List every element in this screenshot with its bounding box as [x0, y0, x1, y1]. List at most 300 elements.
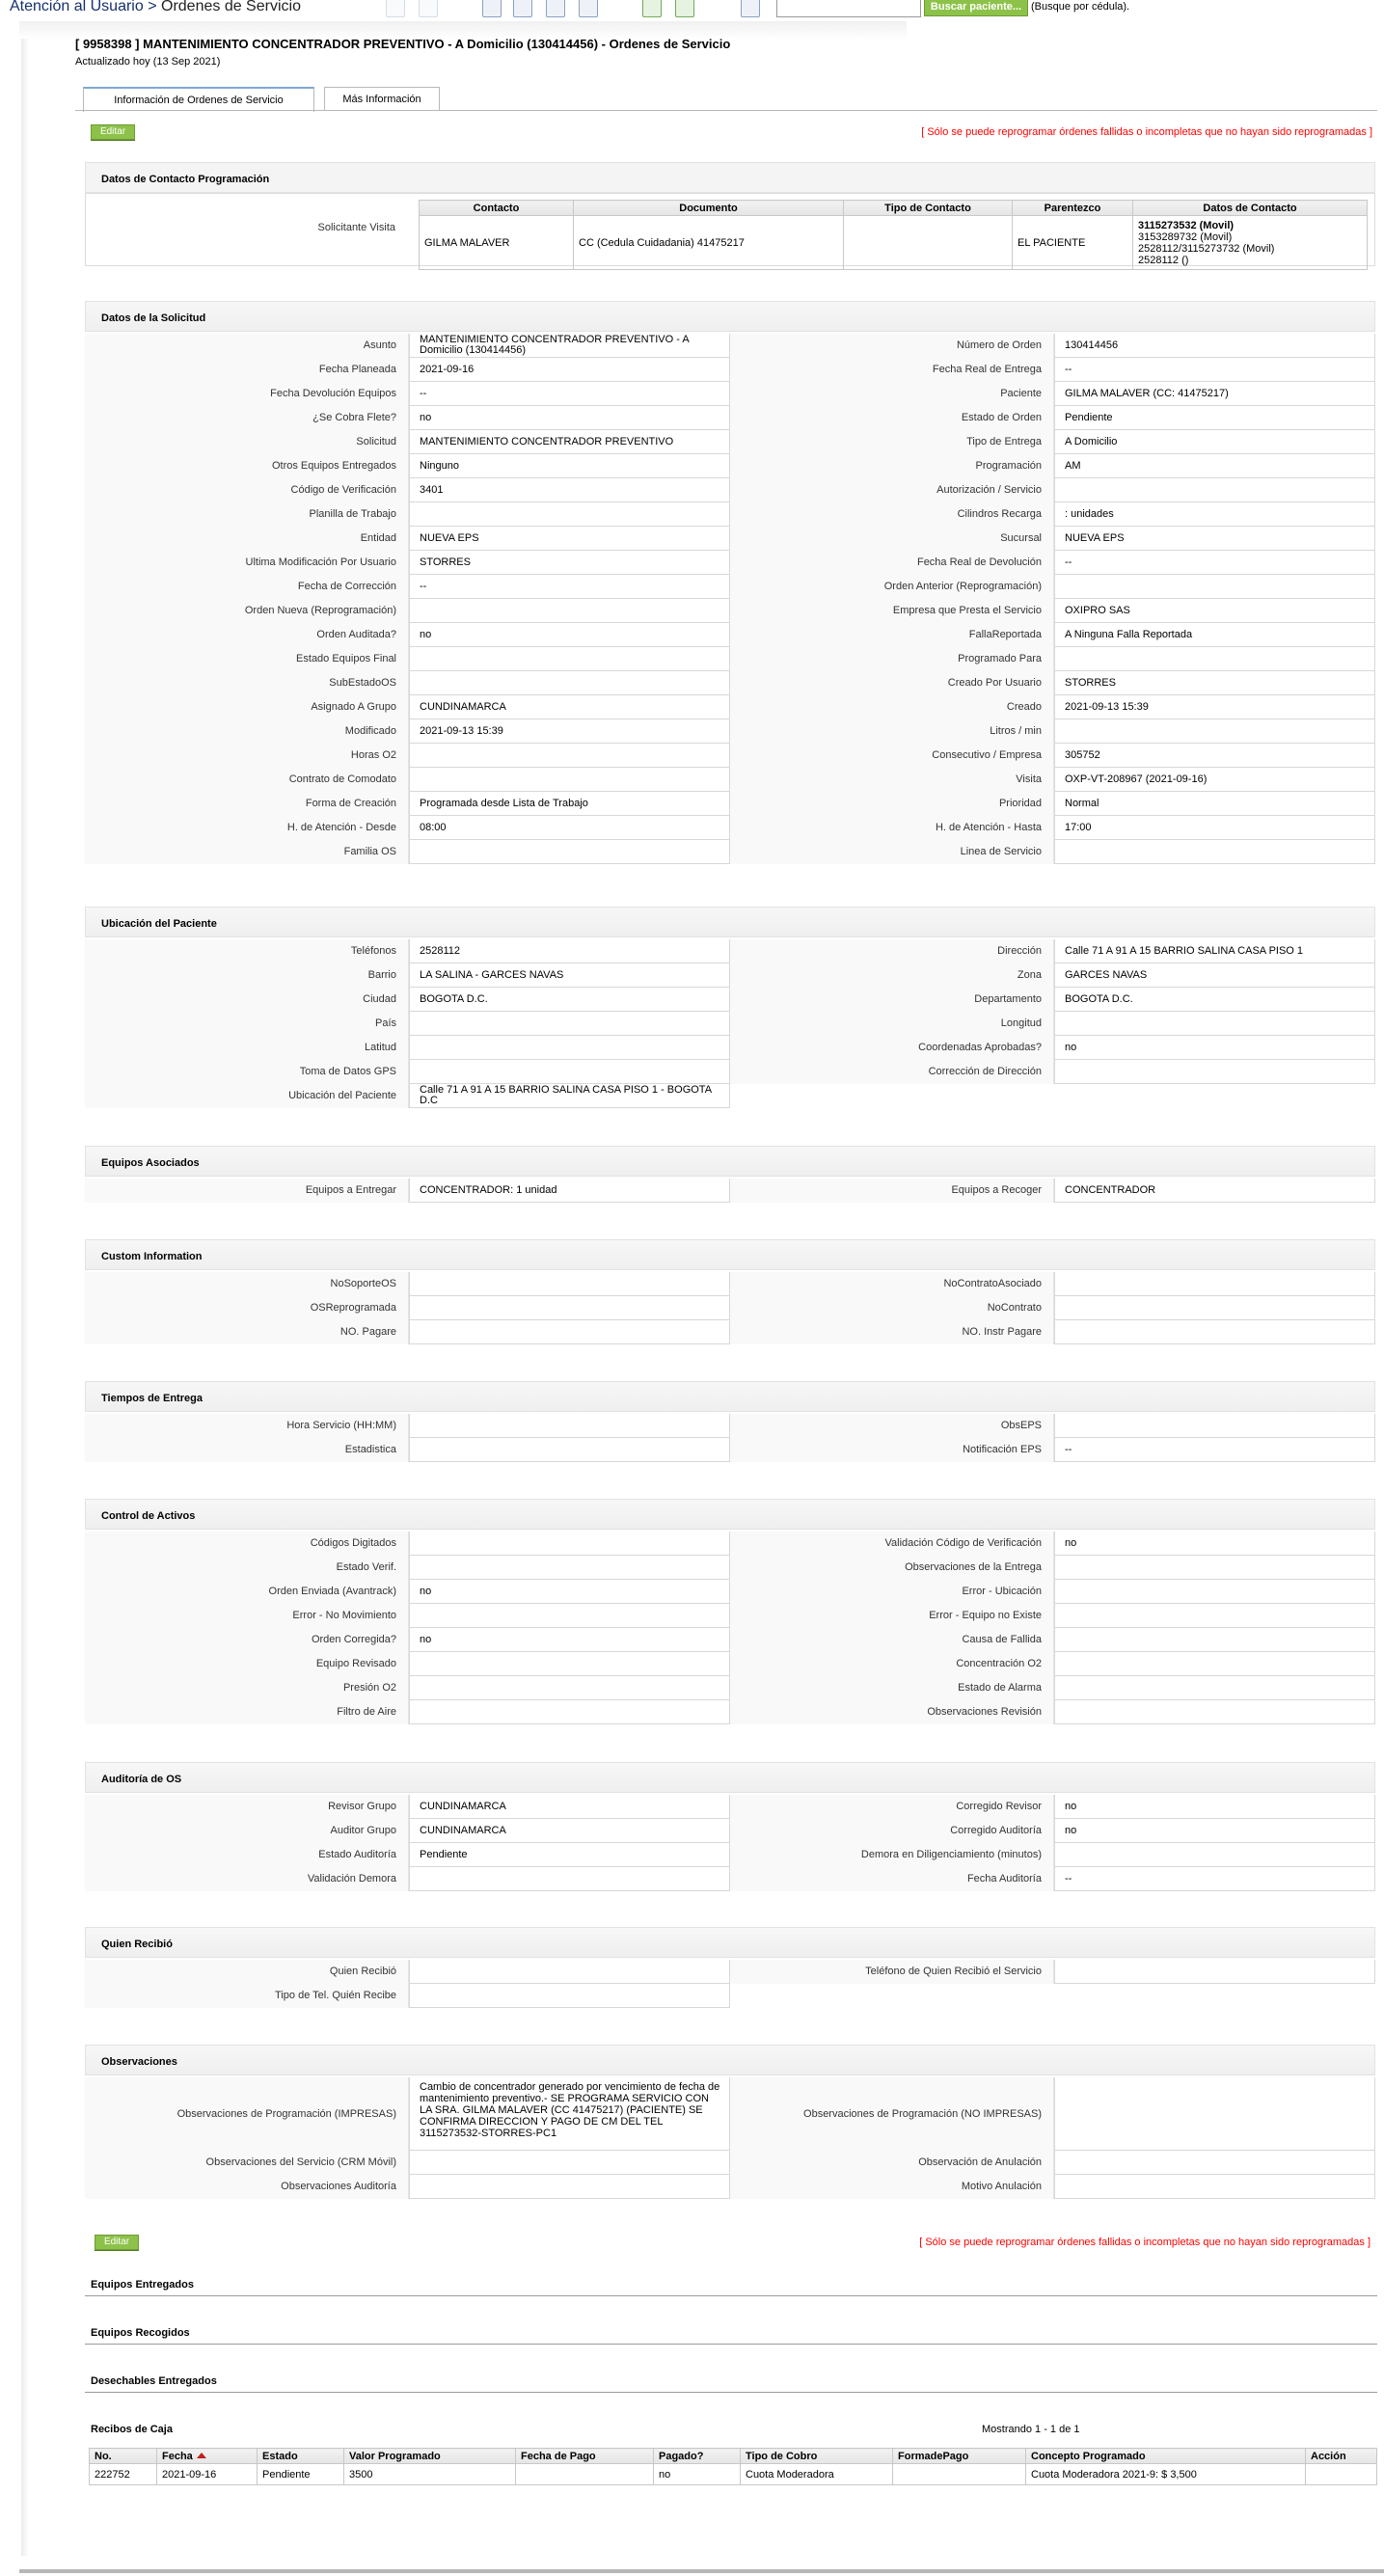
- field-label-revisor-grupo: Revisor Grupo: [85, 1795, 409, 1819]
- field-value-demora-en-diligenciamiento-minutos: [1054, 1843, 1375, 1867]
- field-value-quien-recibio: [409, 1960, 730, 1984]
- auditoria-section-title: Auditoría de OS: [85, 1762, 1375, 1793]
- contact-box: [85, 193, 1375, 266]
- field-value-validacion-demora: [409, 1867, 730, 1891]
- field-value-presion-o2: [409, 1676, 730, 1700]
- field-value-direccion: Calle 71 A 91 A 15 BARRIO SALINA CASA PISO 1: [1054, 939, 1375, 963]
- field-value-ubicacion-del-paciente: Calle 71 A 91 A 15 BARRIO SALINA CASA PISO 1 - BOGOTA D.C: [409, 1084, 730, 1108]
- tab-service-order-info[interactable]: Información de Ordenes de Servicio: [83, 87, 314, 112]
- field-value-prioridad: Normal: [1054, 792, 1375, 816]
- equipos-section-title: Equipos Asociados: [85, 1146, 1375, 1177]
- receipts-col-accion: Acción: [1306, 2449, 1377, 2464]
- field-value-departamento: BOGOTA D.C.: [1054, 988, 1375, 1012]
- field-label-validacion-demora: Validación Demora: [85, 1867, 409, 1891]
- receipts-col-tipo-cobro[interactable]: Tipo de Cobro: [741, 2449, 893, 2464]
- field-label-forma-de-creacion: Forma de Creación: [85, 792, 409, 816]
- field-value-equipo-revisado: [409, 1652, 730, 1676]
- contact-label: Solicitante Visita: [317, 222, 395, 233]
- field-label-visita: Visita: [730, 768, 1054, 792]
- receipt-payment-method: [893, 2464, 1026, 2485]
- field-value-observaciones-revision: [1054, 1700, 1375, 1724]
- list-icon[interactable]: [546, 0, 565, 17]
- field-label-causa-de-fallida: Causa de Fallida: [730, 1628, 1054, 1652]
- field-value-equipos-a-recoger: CONCENTRADOR: [1054, 1179, 1375, 1203]
- field-label-otros-equipos-entregados: Otros Equipos Entregados: [85, 454, 409, 478]
- field-label-estado-equipos-final: Estado Equipos Final: [85, 647, 409, 671]
- field-value-nocontrato: [1054, 1296, 1375, 1320]
- breadcrumb-root-link[interactable]: Atención al Usuario: [10, 0, 144, 14]
- field-value-estado-de-alarma: [1054, 1676, 1375, 1700]
- divider: [85, 2392, 1377, 2393]
- field-value-otros-equipos-entregados: Ninguno: [409, 454, 730, 478]
- field-label-orden-nueva-reprogramacion: Orden Nueva (Reprogramación): [85, 599, 409, 623]
- field-label-observaciones-auditoria: Observaciones Auditoría: [85, 2175, 409, 2199]
- field-label-corregido-revisor: Corregido Revisor: [730, 1795, 1054, 1819]
- receipt-date: 2021-09-16: [157, 2464, 258, 2485]
- field-value-visita: OXP-VT-208967 (2021-09-16): [1054, 768, 1375, 792]
- field-label-departamento: Departamento: [730, 988, 1054, 1012]
- field-value-nocontratoasociado: [1054, 1272, 1375, 1296]
- field-label-planilla-de-trabajo: Planilla de Trabajo: [85, 502, 409, 527]
- cash-receipts-heading: Recibos de Caja: [91, 2424, 173, 2435]
- contact-type: [844, 216, 1013, 270]
- page-title: [ 9958398 ] MANTENIMIENTO CONCENTRADOR PREVENTIVO - A Domicilio (130414456) - Ordenes de Servicio: [75, 37, 731, 51]
- field-label-solicitud: Solicitud: [85, 430, 409, 454]
- clock-icon[interactable]: [513, 0, 532, 17]
- contact-relationship: EL PACIENTE: [1013, 216, 1133, 270]
- edit-disabled-icon: [419, 0, 438, 17]
- field-value-entidad: NUEVA EPS: [409, 527, 730, 551]
- contact-name: GILMA MALAVER: [420, 216, 574, 270]
- breadcrumb-current: Ordenes de Servicio: [161, 0, 301, 14]
- field-label-auditor-grupo: Auditor Grupo: [85, 1819, 409, 1843]
- field-label-ubicacion-del-paciente: Ubicación del Paciente: [85, 1084, 409, 1108]
- field-value-horas-o2: [409, 744, 730, 768]
- field-label-correccion-de-direccion: Corrección de Dirección: [730, 1060, 1054, 1084]
- field-value-auditor-grupo: CUNDINAMARCA: [409, 1819, 730, 1843]
- receipt-concept: Cuota Moderadora 2021-9: $ 3,500: [1026, 2464, 1306, 2485]
- field-label-estado-verif: Estado Verif.: [85, 1556, 409, 1580]
- field-label-latitud: Latitud: [85, 1036, 409, 1060]
- field-label-tipo-de-tel-quien-recibe: Tipo de Tel. Quién Recibe: [85, 1984, 409, 2008]
- field-value-fecha-real-de-entrega: --: [1054, 358, 1375, 382]
- field-label-barrio: Barrio: [85, 963, 409, 988]
- field-value-pais: [409, 1012, 730, 1036]
- field-label-nocontrato: NoContrato: [730, 1296, 1054, 1320]
- field-value-estadistica: [409, 1438, 730, 1462]
- field-value-corregido-auditoria: no: [1054, 1819, 1375, 1843]
- receipt-amount: 3500: [344, 2464, 516, 2485]
- field-value-linea-de-servicio: [1054, 840, 1375, 864]
- receipt-no: 222752: [90, 2464, 157, 2485]
- field-label-empresa-que-presta-el-servicio: Empresa que Presta el Servicio: [730, 599, 1054, 623]
- field-label-toma-de-datos-gps: Toma de Datos GPS: [85, 1060, 409, 1084]
- edit-button-bottom[interactable]: Editar: [95, 2235, 139, 2250]
- breadcrumb-separator: >: [148, 0, 157, 14]
- field-value-se-cobra-flete: no: [409, 406, 730, 430]
- field-label-subestadoos: SubEstadoOS: [85, 671, 409, 695]
- field-value-telefono-de-quien-recibio-el-servicio: [1054, 1960, 1375, 1984]
- breadcrumb: [10, 0, 301, 15]
- contact-section: [85, 162, 1375, 274]
- receipts-col-estado[interactable]: Estado: [258, 2449, 344, 2464]
- receipt-action[interactable]: [1306, 2464, 1377, 2485]
- field-label-error-ubicacion: Error - Ubicación: [730, 1580, 1054, 1604]
- field-value-h-de-atencion-hasta: 17:00: [1054, 816, 1375, 840]
- sort-ascending-icon: [197, 2453, 206, 2458]
- field-value-orden-anterior-reprogramacion: [1054, 575, 1375, 599]
- field-value-no-pagare: [409, 1320, 730, 1344]
- field-value-fecha-real-de-devolucion: --: [1054, 551, 1375, 575]
- contact-document: CC (Cedula Cuidadania) 41475217: [574, 216, 844, 270]
- field-value-ciudad: BOGOTA D.C.: [409, 988, 730, 1012]
- collected-equipment-heading: Equipos Recogidos: [91, 2327, 190, 2339]
- field-value-estado-verif: [409, 1556, 730, 1580]
- field-label-programado-para: Programado Para: [730, 647, 1054, 671]
- contact-phone: 2528112 (): [1138, 254, 1189, 266]
- field-value-autorizacion-servicio: [1054, 478, 1375, 502]
- document-icon[interactable]: [482, 0, 502, 17]
- add-document-icon[interactable]: [642, 0, 662, 17]
- field-value-observaciones-de-la-entrega: [1054, 1556, 1375, 1580]
- field-label-direccion: Dirección: [730, 939, 1054, 963]
- field-value-osreprogramada: [409, 1296, 730, 1320]
- field-value-programacion: AM: [1054, 454, 1375, 478]
- observaciones-section-title: Observaciones: [85, 2045, 1375, 2075]
- field-label-no-pagare: NO. Pagare: [85, 1320, 409, 1344]
- field-value-notificacion-eps: --: [1054, 1438, 1375, 1462]
- field-label-h-de-atencion-hasta: H. de Atención - Hasta: [730, 816, 1054, 840]
- delivery-times-section: [85, 1381, 1375, 1466]
- custom-section-title: Custom Information: [85, 1239, 1375, 1270]
- field-label-observacion-de-anulacion: Observación de Anulación: [730, 2151, 1054, 2175]
- delivered-equipment-heading: Equipos Entregados: [91, 2279, 194, 2291]
- observations-section: [85, 2045, 1375, 2203]
- field-value-motivo-anulacion: [1054, 2175, 1375, 2199]
- contact-col-documento: Documento: [574, 201, 844, 216]
- field-value-error-equipo-no-existe: [1054, 1604, 1375, 1628]
- field-value-nosoporteos: [409, 1272, 730, 1296]
- field-label-asunto: Asunto: [85, 334, 409, 358]
- field-label-numero-de-orden: Número de Orden: [730, 334, 1054, 358]
- field-label-tipo-de-entrega: Tipo de Entrega: [730, 430, 1054, 454]
- field-label-codigo-de-verificacion: Código de Verificación: [85, 478, 409, 502]
- field-value-orden-nueva-reprogramacion: [409, 599, 730, 623]
- table-row[interactable]: [90, 2464, 1377, 2485]
- field-label-paciente: Paciente: [730, 382, 1054, 406]
- field-value-fecha-devolucion-equipos: --: [409, 382, 730, 406]
- field-value-estado-equipos-final: [409, 647, 730, 671]
- field-value-orden-enviada-avantrack: no: [409, 1580, 730, 1604]
- field-value-orden-auditada: no: [409, 623, 730, 647]
- asset-control-section: [85, 1499, 1375, 1728]
- field-value-observacion-de-anulacion: [1054, 2151, 1375, 2175]
- field-value-h-de-atencion-desde: 08:00: [409, 816, 730, 840]
- activos-section-title: Control de Activos: [85, 1499, 1375, 1530]
- field-label-fecha-real-de-devolucion: Fecha Real de Devolución: [730, 551, 1054, 575]
- field-label-longitud: Longitud: [730, 1012, 1054, 1036]
- footer-bar: [19, 2569, 1384, 2573]
- decor-shadow-left: [21, 39, 29, 2556]
- field-value-longitud: [1054, 1012, 1375, 1036]
- field-value-familia-os: [409, 840, 730, 864]
- field-value-latitud: [409, 1036, 730, 1060]
- request-section: [85, 301, 1375, 868]
- field-label-fecha-de-correccion: Fecha de Corrección: [85, 575, 409, 599]
- contact-section-title: Datos de Contacto Programación: [85, 162, 1375, 193]
- field-value-codigo-de-verificacion: 3401: [409, 478, 730, 502]
- contact-phone: 3115273532 (Movil): [1138, 219, 1235, 231]
- field-label-contrato-de-comodato: Contrato de Comodato: [85, 768, 409, 792]
- field-label-pais: País: [85, 1012, 409, 1036]
- field-label-h-de-atencion-desde: H. de Atención - Desde: [85, 816, 409, 840]
- receipts-col-fecha-pago[interactable]: Fecha de Pago: [516, 2449, 654, 2464]
- field-label-horas-o2: Horas O2: [85, 744, 409, 768]
- field-label-motivo-anulacion: Motivo Anulación: [730, 2175, 1054, 2199]
- field-value-asignado-a-grupo: CUNDINAMARCA: [409, 695, 730, 719]
- field-label-coordenadas-aprobadas: Coordenadas Aprobadas?: [730, 1036, 1054, 1060]
- move-document-icon[interactable]: [675, 0, 694, 17]
- field-label-orden-auditada: Orden Auditada?: [85, 623, 409, 647]
- field-value-programado-para: [1054, 647, 1375, 671]
- field-value-corregido-revisor: no: [1054, 1795, 1375, 1819]
- field-label-demora-en-diligenciamiento-minutos: Demora en Diligenciamiento (minutos): [730, 1843, 1054, 1867]
- field-label-observaciones-revision: Observaciones Revisión: [730, 1700, 1054, 1724]
- contact-col-contacto: Contacto: [420, 201, 574, 216]
- field-value-validacion-codigo-de-verificacion: no: [1054, 1532, 1375, 1556]
- checklist-icon[interactable]: [579, 0, 598, 17]
- field-value-modificado: 2021-09-13 15:39: [409, 719, 730, 744]
- receipts-col-valor[interactable]: Valor Programado: [344, 2449, 516, 2464]
- field-value-observaciones-del-servicio-crm-movil: [409, 2151, 730, 2175]
- field-label-familia-os: Familia OS: [85, 840, 409, 864]
- recibio-section-title: Quien Recibió: [85, 1927, 1375, 1958]
- field-label-estado-auditoria: Estado Auditoría: [85, 1843, 409, 1867]
- contact-table: [419, 200, 1368, 270]
- field-value-telefonos: 2528112: [409, 939, 730, 963]
- field-label-fecha-auditoria: Fecha Auditoría: [730, 1867, 1054, 1891]
- field-label-telefono-de-quien-recibio-el-servicio: Teléfono de Quien Recibió el Servicio: [730, 1960, 1054, 1984]
- field-label-linea-de-servicio: Linea de Servicio: [730, 840, 1054, 864]
- field-value-observaciones-de-programacion-no-impresas: [1054, 2077, 1375, 2151]
- field-label-quien-recibio: Quien Recibió: [85, 1960, 409, 1984]
- divider: [85, 2344, 1377, 2345]
- field-value-planilla-de-trabajo: [409, 502, 730, 527]
- field-label-ciudad: Ciudad: [85, 988, 409, 1012]
- field-label-error-no-movimiento: Error - No Movimiento: [85, 1604, 409, 1628]
- field-value-zona: GARCES NAVAS: [1054, 963, 1375, 988]
- field-value-codigos-digitados: [409, 1532, 730, 1556]
- field-value-error-no-movimiento: [409, 1604, 730, 1628]
- field-value-sucursal: NUEVA EPS: [1054, 527, 1375, 551]
- field-label-equipos-a-entregar: Equipos a Entregar: [85, 1179, 409, 1203]
- contact-data: [1133, 216, 1368, 270]
- field-label-observaciones-del-servicio-crm-movil: Observaciones del Servicio (CRM Móvil): [85, 2151, 409, 2175]
- field-label-filtro-de-aire: Filtro de Aire: [85, 1700, 409, 1724]
- reprogram-warning-top: [ Sólo se puede reprogramar órdenes fallidas o incompletas que no hayan sido reprogramadas ]: [921, 126, 1372, 138]
- field-value-numero-de-orden: 130414456: [1054, 334, 1375, 358]
- field-value-fecha-planeada: 2021-09-16: [409, 358, 730, 382]
- field-label-orden-corregida: Orden Corregida?: [85, 1628, 409, 1652]
- field-value-fecha-auditoria: --: [1054, 1867, 1375, 1891]
- disposables-heading: Desechables Entregados: [91, 2375, 217, 2387]
- field-label-validacion-codigo-de-verificacion: Validación Código de Verificación: [730, 1532, 1054, 1556]
- field-label-corregido-auditoria: Corregido Auditoría: [730, 1819, 1054, 1843]
- receipts-paging: Mostrando 1 - 1 de 1: [982, 2424, 1080, 2435]
- field-value-paciente: GILMA MALAVER (CC: 41475217): [1054, 382, 1375, 406]
- field-value-tipo-de-entrega: A Domicilio: [1054, 430, 1375, 454]
- field-label-observaciones-de-la-entrega: Observaciones de la Entrega: [730, 1556, 1054, 1580]
- field-label-osreprogramada: OSReprogramada: [85, 1296, 409, 1320]
- field-label-autorizacion-servicio: Autorización / Servicio: [730, 478, 1054, 502]
- field-label-estado-de-orden: Estado de Orden: [730, 406, 1054, 430]
- field-label-hora-servicio-hh-mm: Hora Servicio (HH:MM): [85, 1414, 409, 1438]
- field-label-codigos-digitados: Códigos Digitados: [85, 1532, 409, 1556]
- field-value-revisor-grupo: CUNDINAMARCA: [409, 1795, 730, 1819]
- top-toolbar: [0, 0, 1384, 21]
- field-value-equipos-a-entregar: CONCENTRADOR: 1 unidad: [409, 1179, 730, 1203]
- field-label-observaciones-de-programacion-impresas: Observaciones de Programación (IMPRESAS): [85, 2077, 409, 2151]
- field-value-concentracion-o2: [1054, 1652, 1375, 1676]
- receipts-col-no[interactable]: No.: [90, 2449, 157, 2464]
- field-label-error-equipo-no-existe: Error - Equipo no Existe: [730, 1604, 1054, 1628]
- field-value-coordenadas-aprobadas: no: [1054, 1036, 1375, 1060]
- field-value-no-instr-pagare: [1054, 1320, 1375, 1344]
- field-label-fecha-devolucion-equipos: Fecha Devolución Equipos: [85, 382, 409, 406]
- field-label-no-instr-pagare: NO. Instr Pagare: [730, 1320, 1054, 1344]
- solicitud-section-title: Datos de la Solicitud: [85, 301, 1375, 332]
- field-value-observaciones-auditoria: [409, 2175, 730, 2199]
- field-label-creado-por-usuario: Creado Por Usuario: [730, 671, 1054, 695]
- receipt-status: Pendiente: [258, 2464, 344, 2485]
- receipts-table: [89, 2448, 1377, 2485]
- field-value-estado-de-orden: Pendiente: [1054, 406, 1375, 430]
- receipts-col-pagado[interactable]: Pagado?: [654, 2449, 741, 2464]
- tabs-divider: [75, 110, 1377, 111]
- search-patient-button[interactable]: Buscar paciente...: [924, 0, 1028, 16]
- field-label-notificacion-eps: Notificación EPS: [730, 1438, 1054, 1462]
- divider: [85, 2295, 1377, 2296]
- patient-location-section: [85, 907, 1375, 1112]
- field-label-prioridad: Prioridad: [730, 792, 1054, 816]
- field-label-modificado: Modificado: [85, 719, 409, 744]
- field-label-equipos-a-recoger: Equipos a Recoger: [730, 1179, 1054, 1203]
- ubicacion-section-title: Ubicación del Paciente: [85, 907, 1375, 937]
- edit-button-top[interactable]: Editar: [91, 124, 135, 140]
- field-label-orden-enviada-avantrack: Orden Enviada (Avantrack): [85, 1580, 409, 1604]
- tab-more-info[interactable]: Más Información: [324, 87, 440, 111]
- field-label-litros-min: Litros / min: [730, 719, 1054, 744]
- field-value-tipo-de-tel-quien-recibe: [409, 1984, 730, 2008]
- os-audit-section: [85, 1762, 1375, 1895]
- field-label-estadistica: Estadistica: [85, 1438, 409, 1462]
- field-label-telefonos: Teléfonos: [85, 939, 409, 963]
- contact-col-datos: Datos de Contacto: [1133, 201, 1368, 216]
- field-value-fecha-de-correccion: --: [409, 575, 730, 599]
- field-value-forma-de-creacion: Programada desde Lista de Trabajo: [409, 792, 730, 816]
- field-value-hora-servicio-hh-mm: [409, 1414, 730, 1438]
- field-value-asunto: MANTENIMIENTO CONCENTRADOR PREVENTIVO - A Domicilio (130414456): [409, 334, 730, 358]
- monitor-icon[interactable]: [741, 0, 760, 17]
- receipts-col-forma-pago[interactable]: FormadePago: [893, 2449, 1026, 2464]
- field-label-ultima-modificacion-por-usuario: Ultima Modificación Por Usuario: [85, 551, 409, 575]
- field-value-solicitud: MANTENIMIENTO CONCENTRADOR PREVENTIVO: [409, 430, 730, 454]
- field-label-orden-anterior-reprogramacion: Orden Anterior (Reprogramación): [730, 575, 1054, 599]
- field-value-orden-corregida: no: [409, 1628, 730, 1652]
- receipt-paid: no: [654, 2464, 741, 2485]
- receipts-col-fecha-label: Fecha: [162, 2450, 193, 2462]
- last-updated: Actualizado hoy (13 Sep 2021): [75, 56, 221, 68]
- field-value-consecutivo-empresa: 305752: [1054, 744, 1375, 768]
- search-hint: (Busque por cédula).: [1031, 1, 1130, 13]
- field-value-barrio: LA SALINA - GARCES NAVAS: [409, 963, 730, 988]
- field-label-presion-o2: Presión O2: [85, 1676, 409, 1700]
- receipt-charge-type: Cuota Moderadora: [741, 2464, 893, 2485]
- contact-col-parentezco: Parentezco: [1013, 201, 1133, 216]
- field-value-contrato-de-comodato: [409, 768, 730, 792]
- field-label-cilindros-recarga: Cilindros Recarga: [730, 502, 1054, 527]
- field-value-litros-min: [1054, 719, 1375, 744]
- field-label-nosoporteos: NoSoporteOS: [85, 1272, 409, 1296]
- patient-search-input[interactable]: [776, 0, 921, 17]
- field-label-programacion: Programación: [730, 454, 1054, 478]
- field-value-correccion-de-direccion: [1054, 1060, 1375, 1084]
- field-value-obseps: [1054, 1414, 1375, 1438]
- field-value-empresa-que-presta-el-servicio: OXIPRO SAS: [1054, 599, 1375, 623]
- field-label-se-cobra-flete: ¿Se Cobra Flete?: [85, 406, 409, 430]
- field-value-observaciones-de-programacion-impresas: Cambio de concentrador generado por vencimiento de fecha de mantenimiento preventivo.- SE PROGRAMA SERVICIO CON LA SRA. GILMA MALAVER (CC 41475217) (PACIENTE) SE CONFIRMA DIRECCION Y PAGO DE CM DEL TEL 3115273532-STORRES-PC1: [409, 2077, 730, 2151]
- field-value-causa-de-fallida: [1054, 1628, 1375, 1652]
- field-value-cilindros-recarga: : unidades: [1054, 502, 1375, 527]
- custom-information-section: [85, 1239, 1375, 1348]
- contact-phone: 3153289732 (Movil): [1138, 230, 1233, 243]
- associated-equipment-section: [85, 1146, 1375, 1207]
- field-value-error-ubicacion: [1054, 1580, 1375, 1604]
- field-value-toma-de-datos-gps: [409, 1060, 730, 1084]
- field-label-entidad: Entidad: [85, 527, 409, 551]
- field-label-nocontratoasociado: NoContratoAsociado: [730, 1272, 1054, 1296]
- field-label-fecha-planeada: Fecha Planeada: [85, 358, 409, 382]
- field-label-equipo-revisado: Equipo Revisado: [85, 1652, 409, 1676]
- field-value-creado: 2021-09-13 15:39: [1054, 695, 1375, 719]
- field-label-asignado-a-grupo: Asignado A Grupo: [85, 695, 409, 719]
- tiempos-section-title: Tiempos de Entrega: [85, 1381, 1375, 1412]
- field-label-zona: Zona: [730, 963, 1054, 988]
- print-icon: [386, 0, 405, 17]
- receipts-col-fecha[interactable]: [157, 2449, 258, 2464]
- field-label-concentracion-o2: Concentración O2: [730, 1652, 1054, 1676]
- field-label-fallareportada: FallaReportada: [730, 623, 1054, 647]
- field-label-obseps: ObsEPS: [730, 1414, 1054, 1438]
- field-label-observaciones-de-programacion-no-impresas: Observaciones de Programación (NO IMPRESAS): [730, 2077, 1054, 2151]
- reprogram-warning-bottom: [ Sólo se puede reprogramar órdenes fallidas o incompletas que no hayan sido reprogramadas ]: [919, 2237, 1370, 2248]
- field-value-filtro-de-aire: [409, 1700, 730, 1724]
- receipts-col-concepto[interactable]: Concepto Programado: [1026, 2449, 1306, 2464]
- receipt-payment-date: [516, 2464, 654, 2485]
- field-value-fallareportada: A Ninguna Falla Reportada: [1054, 623, 1375, 647]
- field-label-estado-de-alarma: Estado de Alarma: [730, 1676, 1054, 1700]
- field-label-creado: Creado: [730, 695, 1054, 719]
- field-label-fecha-real-de-entrega: Fecha Real de Entrega: [730, 358, 1054, 382]
- field-label-consecutivo-empresa: Consecutivo / Empresa: [730, 744, 1054, 768]
- contact-col-tipo: Tipo de Contacto: [844, 201, 1013, 216]
- received-by-section: [85, 1927, 1375, 2012]
- field-value-ultima-modificacion-por-usuario: STORRES: [409, 551, 730, 575]
- field-value-estado-auditoria: Pendiente: [409, 1843, 730, 1867]
- field-label-sucursal: Sucursal: [730, 527, 1054, 551]
- contact-phone: 2528112/3115273732 (Movil): [1138, 242, 1275, 255]
- field-value-subestadoos: [409, 671, 730, 695]
